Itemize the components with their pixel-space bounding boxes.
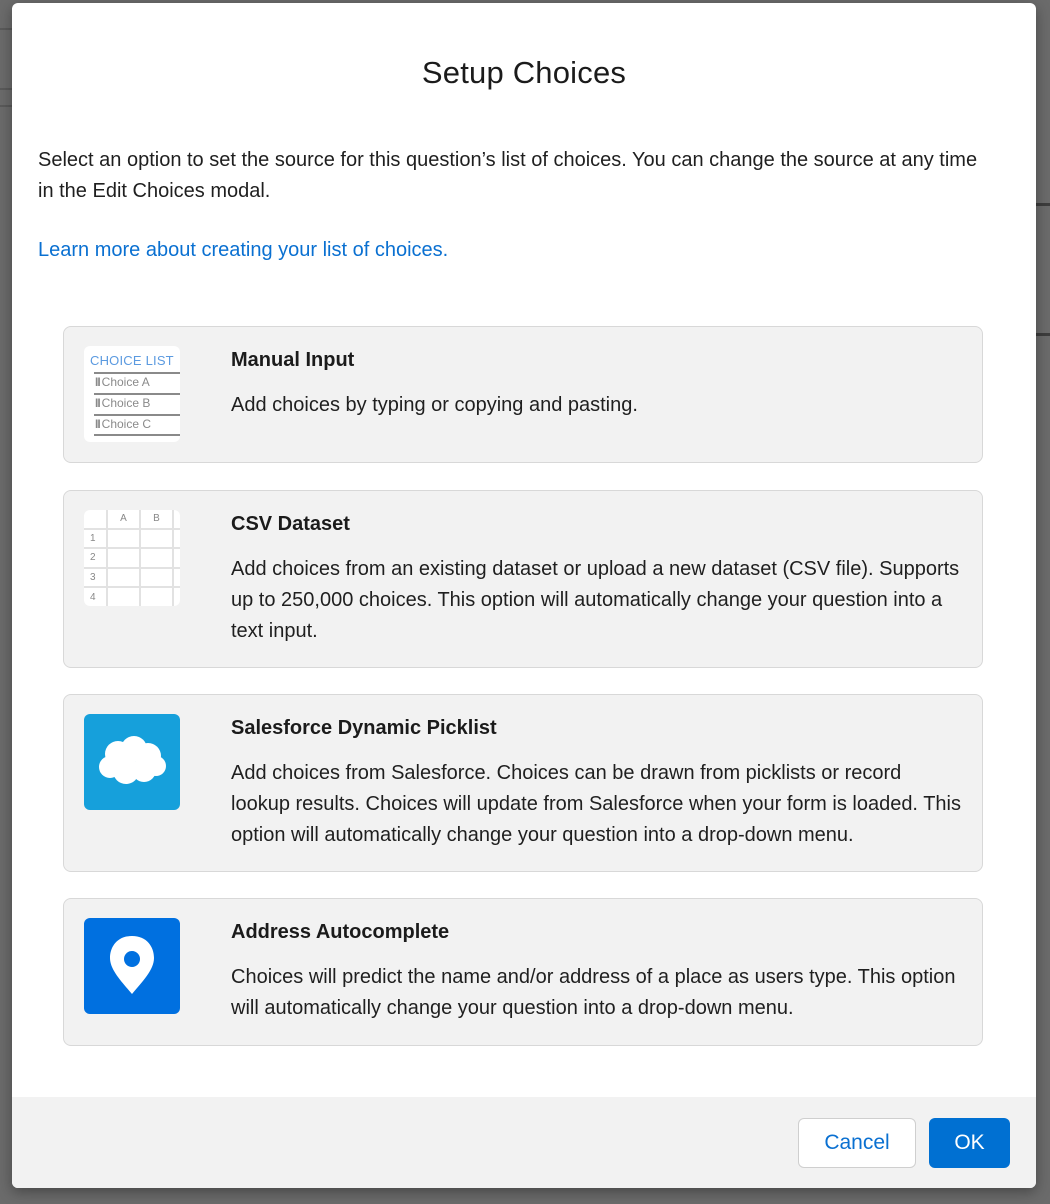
backdrop-divider [0,28,12,30]
backdrop-divider [1036,203,1050,206]
spreadsheet-grid-icon [84,510,180,606]
modal-title: Setup Choices [421,55,627,90]
modal-footer [12,1097,1036,1188]
pin-glyph [84,918,180,1014]
salesforce-cloud-icon [84,714,180,810]
option-description: Add choices from an existing dataset or upload a new dataset (CSV file). Supports up to 250,000 choices. This option will automatically change your question into a text input. [231,558,960,642]
option-title: Manual Input [231,349,355,371]
grid-table: A B 1 2 3 4 [84,510,180,606]
choice-list-heading: CHOICE LIST [90,353,174,368]
drag-grip-icon: II [95,396,100,410]
option-card-manual-input[interactable] [63,326,983,463]
option-description: Add choices from Salesforce. Choices can be drawn from picklists or record lookup results. Choices will update from Salesforce when your form is loaded. This option will automatically change your question into a drop-down menu. [231,762,961,846]
cloud-glyph [84,714,180,810]
option-description: Choices will predict the name and/or address of a place as users type. This option will automatically change your question into a drop-down menu. [231,966,956,1019]
choice-list-row: II Choice A [94,372,180,390]
choice-list-row: II Choice C [94,414,180,436]
option-title: Salesforce Dynamic Picklist [231,717,497,739]
cancel-button[interactable]: Cancel [798,1118,916,1168]
choice-list-icon [84,346,180,442]
option-card-salesforce-picklist[interactable] [63,694,983,872]
modal-intro-text: Select an option to set the source for this question’s list of choices. You can change the source at any time in the Edit Choices modal. [38,149,978,202]
setup-choices-modal [12,3,1036,1188]
drag-grip-icon: II [95,417,100,431]
choice-list-row: II Choice B [94,393,180,411]
backdrop-divider [1036,333,1050,336]
option-card-address-autocomplete[interactable] [63,898,983,1046]
learn-more-link[interactable]: Learn more about creating your list of choices. [38,239,449,261]
option-title: CSV Dataset [231,513,350,535]
option-card-csv-dataset[interactable] [63,490,983,668]
map-pin-icon [84,918,180,1014]
backdrop-divider [0,88,12,90]
ok-button[interactable]: OK [929,1118,1010,1168]
option-description: Add choices by typing or copying and pasting. [231,394,638,416]
option-title: Address Autocomplete [231,921,450,943]
backdrop-divider [0,105,12,107]
drag-grip-icon: II [95,375,100,389]
